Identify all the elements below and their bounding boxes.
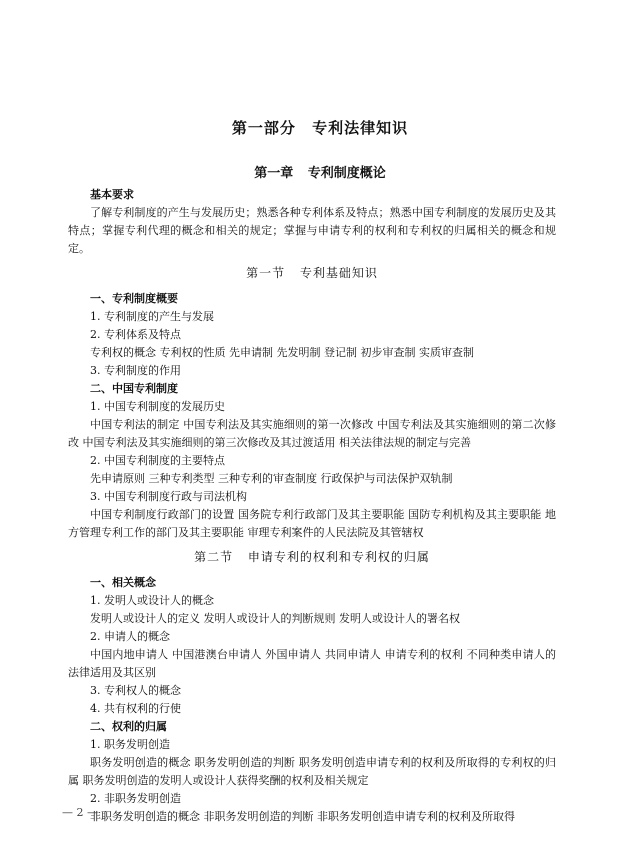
section1-part1-heading: 一、专利制度概要 [90,292,178,305]
section1-c-item1-detail: 中国专利法的制定 中国专利法及其实施细则的第一次修改 中国专利法及其实施细则的第二次修改 中国专利法及其实施细则的第三次修改及其过渡适用 相关法律法规的制定与完善 [68,418,556,449]
section1-c-item1: 1. 中国专利制度的发展历史 [90,400,225,413]
section2-item4: 4. 共有权利的行使 [90,702,181,715]
section1-item2: 2. 专利体系及特点 [90,328,181,341]
section2-title: 第二节 申请专利的权利和专利权的归属 [194,550,430,564]
section2-part2-heading: 二、权利的归属 [90,720,167,733]
section1-title: 第一节 专利基础知识 [246,266,378,280]
page-number: — 2 — [62,806,98,819]
section2-item1-detail: 发明人或设计人的定义 发明人或设计人的判断规则 发明人或设计人的署名权 [90,612,460,625]
section1-c-item3: 3. 中国专利制度行政与司法机构 [90,490,247,503]
section1-item2-detail: 专利权的概念 专利权的性质 先申请制 先发明制 登记制 初步审查制 实质审查制 [90,346,474,359]
section2-item2: 2. 申请人的概念 [90,630,170,643]
basic-requirements-text: 了解专利制度的产生与发展历史；熟悉各种专利体系及特点；熟悉中国专利制度的发展历史及其特点；掌握专利代理的概念和相关的规定；掌握与申请专利的权利和专利权的归属相关的概念和规定。 [68,206,556,255]
basic-requirements-heading: 基本要求 [90,188,134,201]
section1-c-item2: 2. 中国专利制度的主要特点 [90,454,225,467]
section2-part1-heading: 一、相关概念 [90,576,156,589]
section1-item3: 3. 专利制度的作用 [90,364,181,377]
section1-c-item2-detail: 先申请原则 三种专利类型 三种专利的审查制度 行政保护与司法保护双轨制 [90,472,453,485]
section2-r-item1-detail: 职务发明创造的概念 职务发明创造的判断 职务发明创造申请专利的权利及所取得的专利权的归属 职务发明创造的发明人或设计人获得奖酬的权利及相关规定 [68,756,556,787]
section2-r-item2: 2. 非职务发明创造 [90,792,181,805]
section2-item3: 3. 专利权人的概念 [90,684,181,697]
part-title: 第一部分 专利法律知识 [231,119,409,137]
section2-r-item1: 1. 职务发明创造 [90,738,170,751]
section1-item1: 1. 专利制度的产生与发展 [90,310,214,323]
section2-item1: 1. 发明人或设计人的概念 [90,594,214,607]
chapter-title: 第一章 专利制度概论 [254,166,386,181]
section2-item2-detail: 中国内地申请人 中国港澳台申请人 外国申请人 共同申请人 申请专利的权利 不同种类申请人的法律适用及其区别 [68,648,556,679]
page-content [68,186,556,826]
section1-c-item3-detail: 中国专利制度行政部门的设置 国务院专利行政部门及其主要职能 国防专利机构及其主要职能 地方管理专利工作的部门及其主要职能 审理专利案件的人民法院及其管辖权 [68,508,556,539]
section1-part2-heading: 二、中国专利制度 [90,382,178,395]
section2-r-item2-detail: 非职务发明创造的概念 非职务发明创造的判断 非职务发明创造申请专利的权利及所取得 [90,810,515,823]
